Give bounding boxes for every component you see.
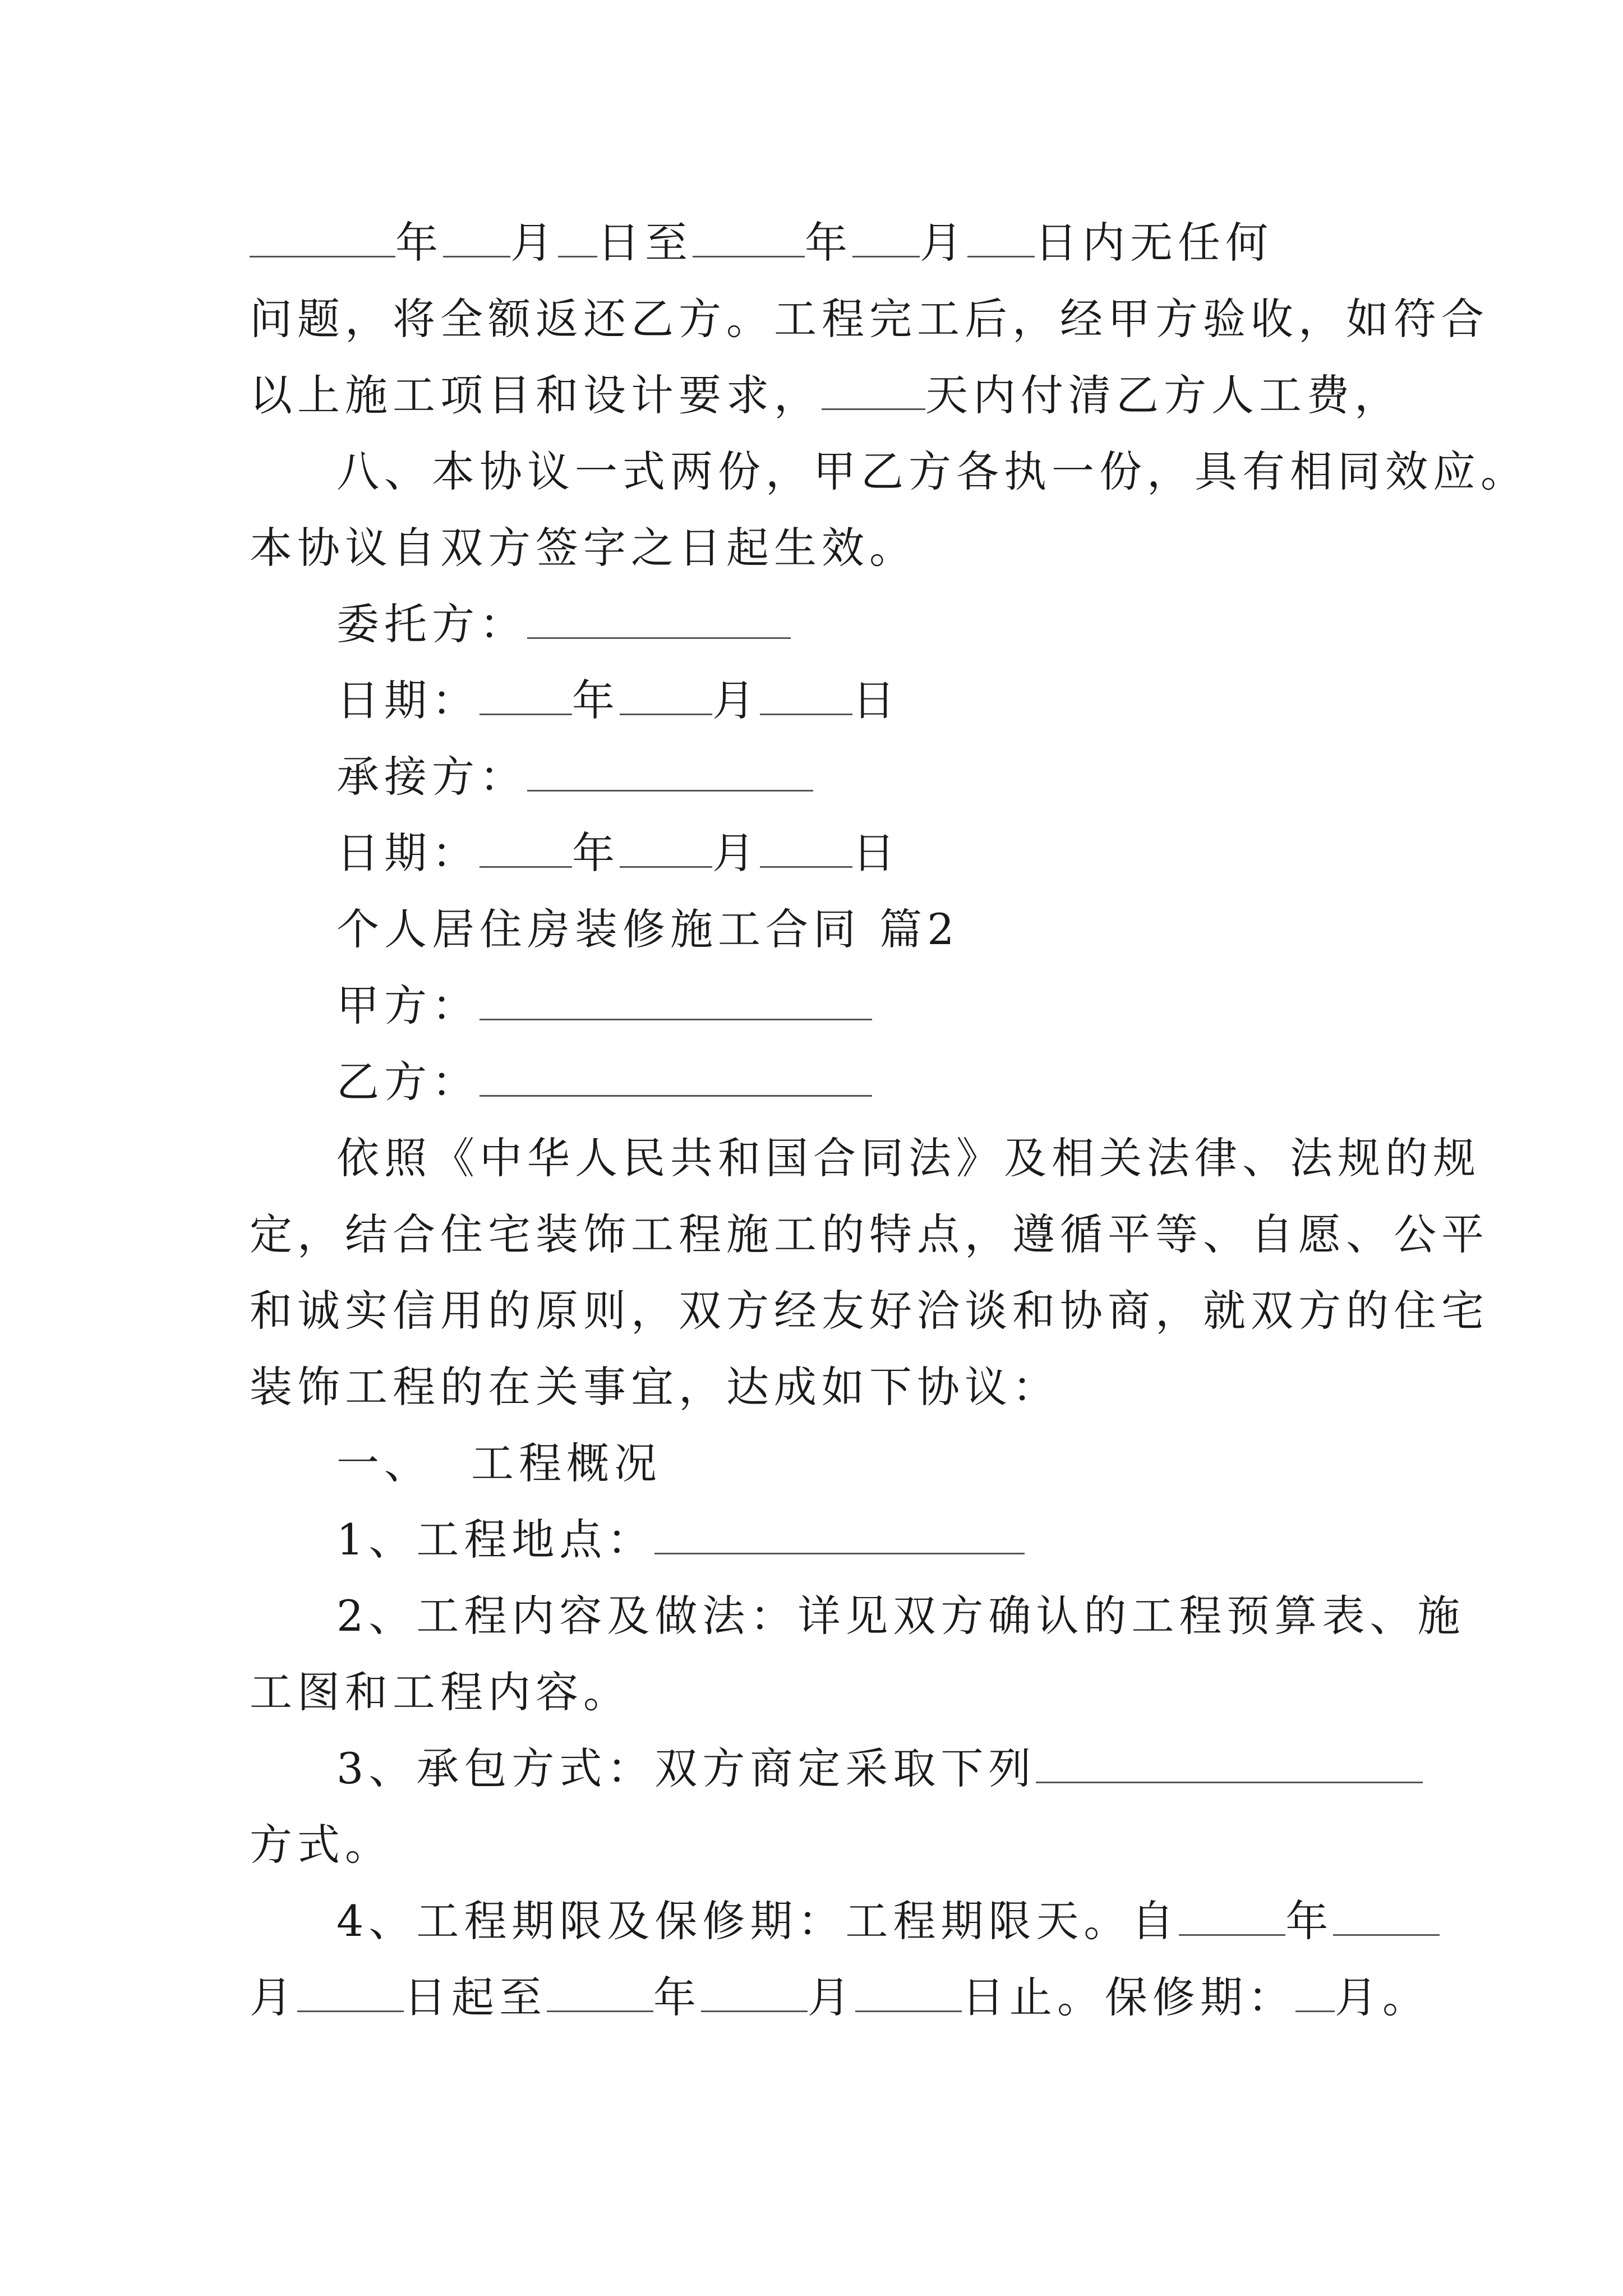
blank-field bbox=[1036, 1748, 1423, 1783]
clause-number: 一、 bbox=[336, 1438, 432, 1488]
text: 月 bbox=[920, 218, 967, 268]
text-line bbox=[250, 218, 1394, 298]
text: 日 bbox=[852, 675, 900, 725]
label: 日期： bbox=[336, 828, 479, 878]
label: 甲方： bbox=[336, 981, 479, 1030]
blank-field bbox=[654, 1519, 1025, 1554]
text: 日止。保修期： bbox=[962, 1972, 1295, 2022]
text: 月 bbox=[808, 1972, 855, 2022]
signature-line-contractor bbox=[250, 752, 1394, 832]
blank-field bbox=[250, 222, 395, 257]
date-line bbox=[250, 675, 1394, 756]
blank-field bbox=[479, 985, 872, 1020]
label: 委托方： bbox=[336, 599, 527, 649]
blank-field bbox=[479, 680, 572, 715]
blank-field bbox=[527, 756, 813, 792]
text: 日内无任何 bbox=[1035, 218, 1273, 268]
party-a-line bbox=[250, 981, 1394, 1061]
text: 月。 bbox=[1335, 1972, 1430, 2022]
clause-heading bbox=[250, 1438, 1394, 1519]
blank-field bbox=[760, 832, 852, 868]
text-line: 定，结合住宅装饰工程施工的特点，遵循平等、自愿、公平 bbox=[250, 1209, 1489, 1259]
text: 年 bbox=[572, 828, 620, 878]
text: 年 bbox=[1285, 1896, 1334, 1946]
text: 月 bbox=[712, 675, 760, 725]
document-page bbox=[250, 218, 1528, 2053]
signature-line-client bbox=[250, 599, 1394, 679]
date-line bbox=[250, 828, 1394, 908]
blank-field bbox=[443, 222, 510, 257]
text: 年 bbox=[572, 675, 620, 725]
text: 天内付清乙方人工费， bbox=[925, 370, 1402, 420]
text: 日起至 bbox=[404, 1972, 547, 2022]
blank-field bbox=[479, 1061, 872, 1097]
text-line bbox=[250, 1972, 1430, 2053]
label: 乙方： bbox=[336, 1057, 479, 1107]
text: 年 bbox=[653, 1972, 701, 2022]
text: 年 bbox=[805, 218, 852, 268]
blank-field bbox=[297, 1977, 404, 2012]
text-line bbox=[250, 1515, 1394, 1595]
text-line: 和诚实信用的原则，双方经友好洽谈和协商，就双方的住宅 bbox=[250, 1286, 1489, 1336]
text-line bbox=[250, 370, 1402, 450]
text: 日 bbox=[852, 828, 900, 878]
text-line: 2、工程内容及做法：详见双方确认的工程预算表、施 bbox=[336, 1591, 1465, 1641]
blank-field bbox=[558, 222, 597, 257]
clause-title: 工程概况 bbox=[471, 1438, 662, 1488]
text-line: 工图和工程内容。 bbox=[250, 1667, 631, 1717]
text-line: 装饰工程的在关事宜，达成如下协议： bbox=[250, 1362, 1060, 1412]
label: 承接方： bbox=[336, 752, 527, 802]
blank-field bbox=[852, 222, 920, 257]
text: 年 bbox=[395, 218, 443, 268]
blank-field bbox=[527, 604, 791, 639]
blank-field bbox=[1295, 1977, 1335, 2012]
text: 月 bbox=[510, 218, 558, 268]
blank-field bbox=[620, 832, 712, 868]
blank-field bbox=[1179, 1901, 1285, 1936]
text-line bbox=[250, 1743, 1394, 1824]
section-title: 个人居住房装修施工合同 篇2 bbox=[336, 904, 960, 954]
text-line: 依照《中华人民共和国合同法》及相关法律、法规的规 bbox=[336, 1133, 1481, 1183]
text: 月 bbox=[712, 828, 760, 878]
text-line: 问题，将全额返还乙方。工程完工后，经甲方验收，如符合 bbox=[250, 294, 1489, 344]
label: 日期： bbox=[336, 675, 479, 725]
blank-field bbox=[967, 222, 1035, 257]
blank-field bbox=[620, 680, 712, 715]
label: 1、工程地点： bbox=[336, 1515, 655, 1565]
text: 月 bbox=[250, 1972, 297, 2022]
blank-field bbox=[822, 375, 925, 410]
blank-field bbox=[855, 1977, 962, 2012]
blank-field bbox=[1333, 1901, 1440, 1936]
text: 以上施工项目和设计要求， bbox=[250, 370, 822, 420]
blank-field bbox=[479, 832, 572, 868]
text-line bbox=[250, 1896, 1394, 1976]
party-b-line bbox=[250, 1057, 1394, 1137]
text: 4、工程期限及保修期：工程期限天。自 bbox=[336, 1896, 1179, 1946]
text-line: 方式。 bbox=[250, 1820, 393, 1870]
blank-field bbox=[693, 222, 805, 257]
text: 日至 bbox=[597, 218, 693, 268]
text-line: 八、本协议一式两份，甲乙方各执一份，具有相同效应。 bbox=[336, 447, 1528, 496]
text-line: 本协议自双方签字之日起生效。 bbox=[250, 523, 917, 573]
blank-field bbox=[760, 680, 852, 715]
blank-field bbox=[701, 1977, 808, 2012]
label: 3、承包方式：双方商定采取下列 bbox=[336, 1743, 1036, 1793]
blank-field bbox=[547, 1977, 653, 2012]
